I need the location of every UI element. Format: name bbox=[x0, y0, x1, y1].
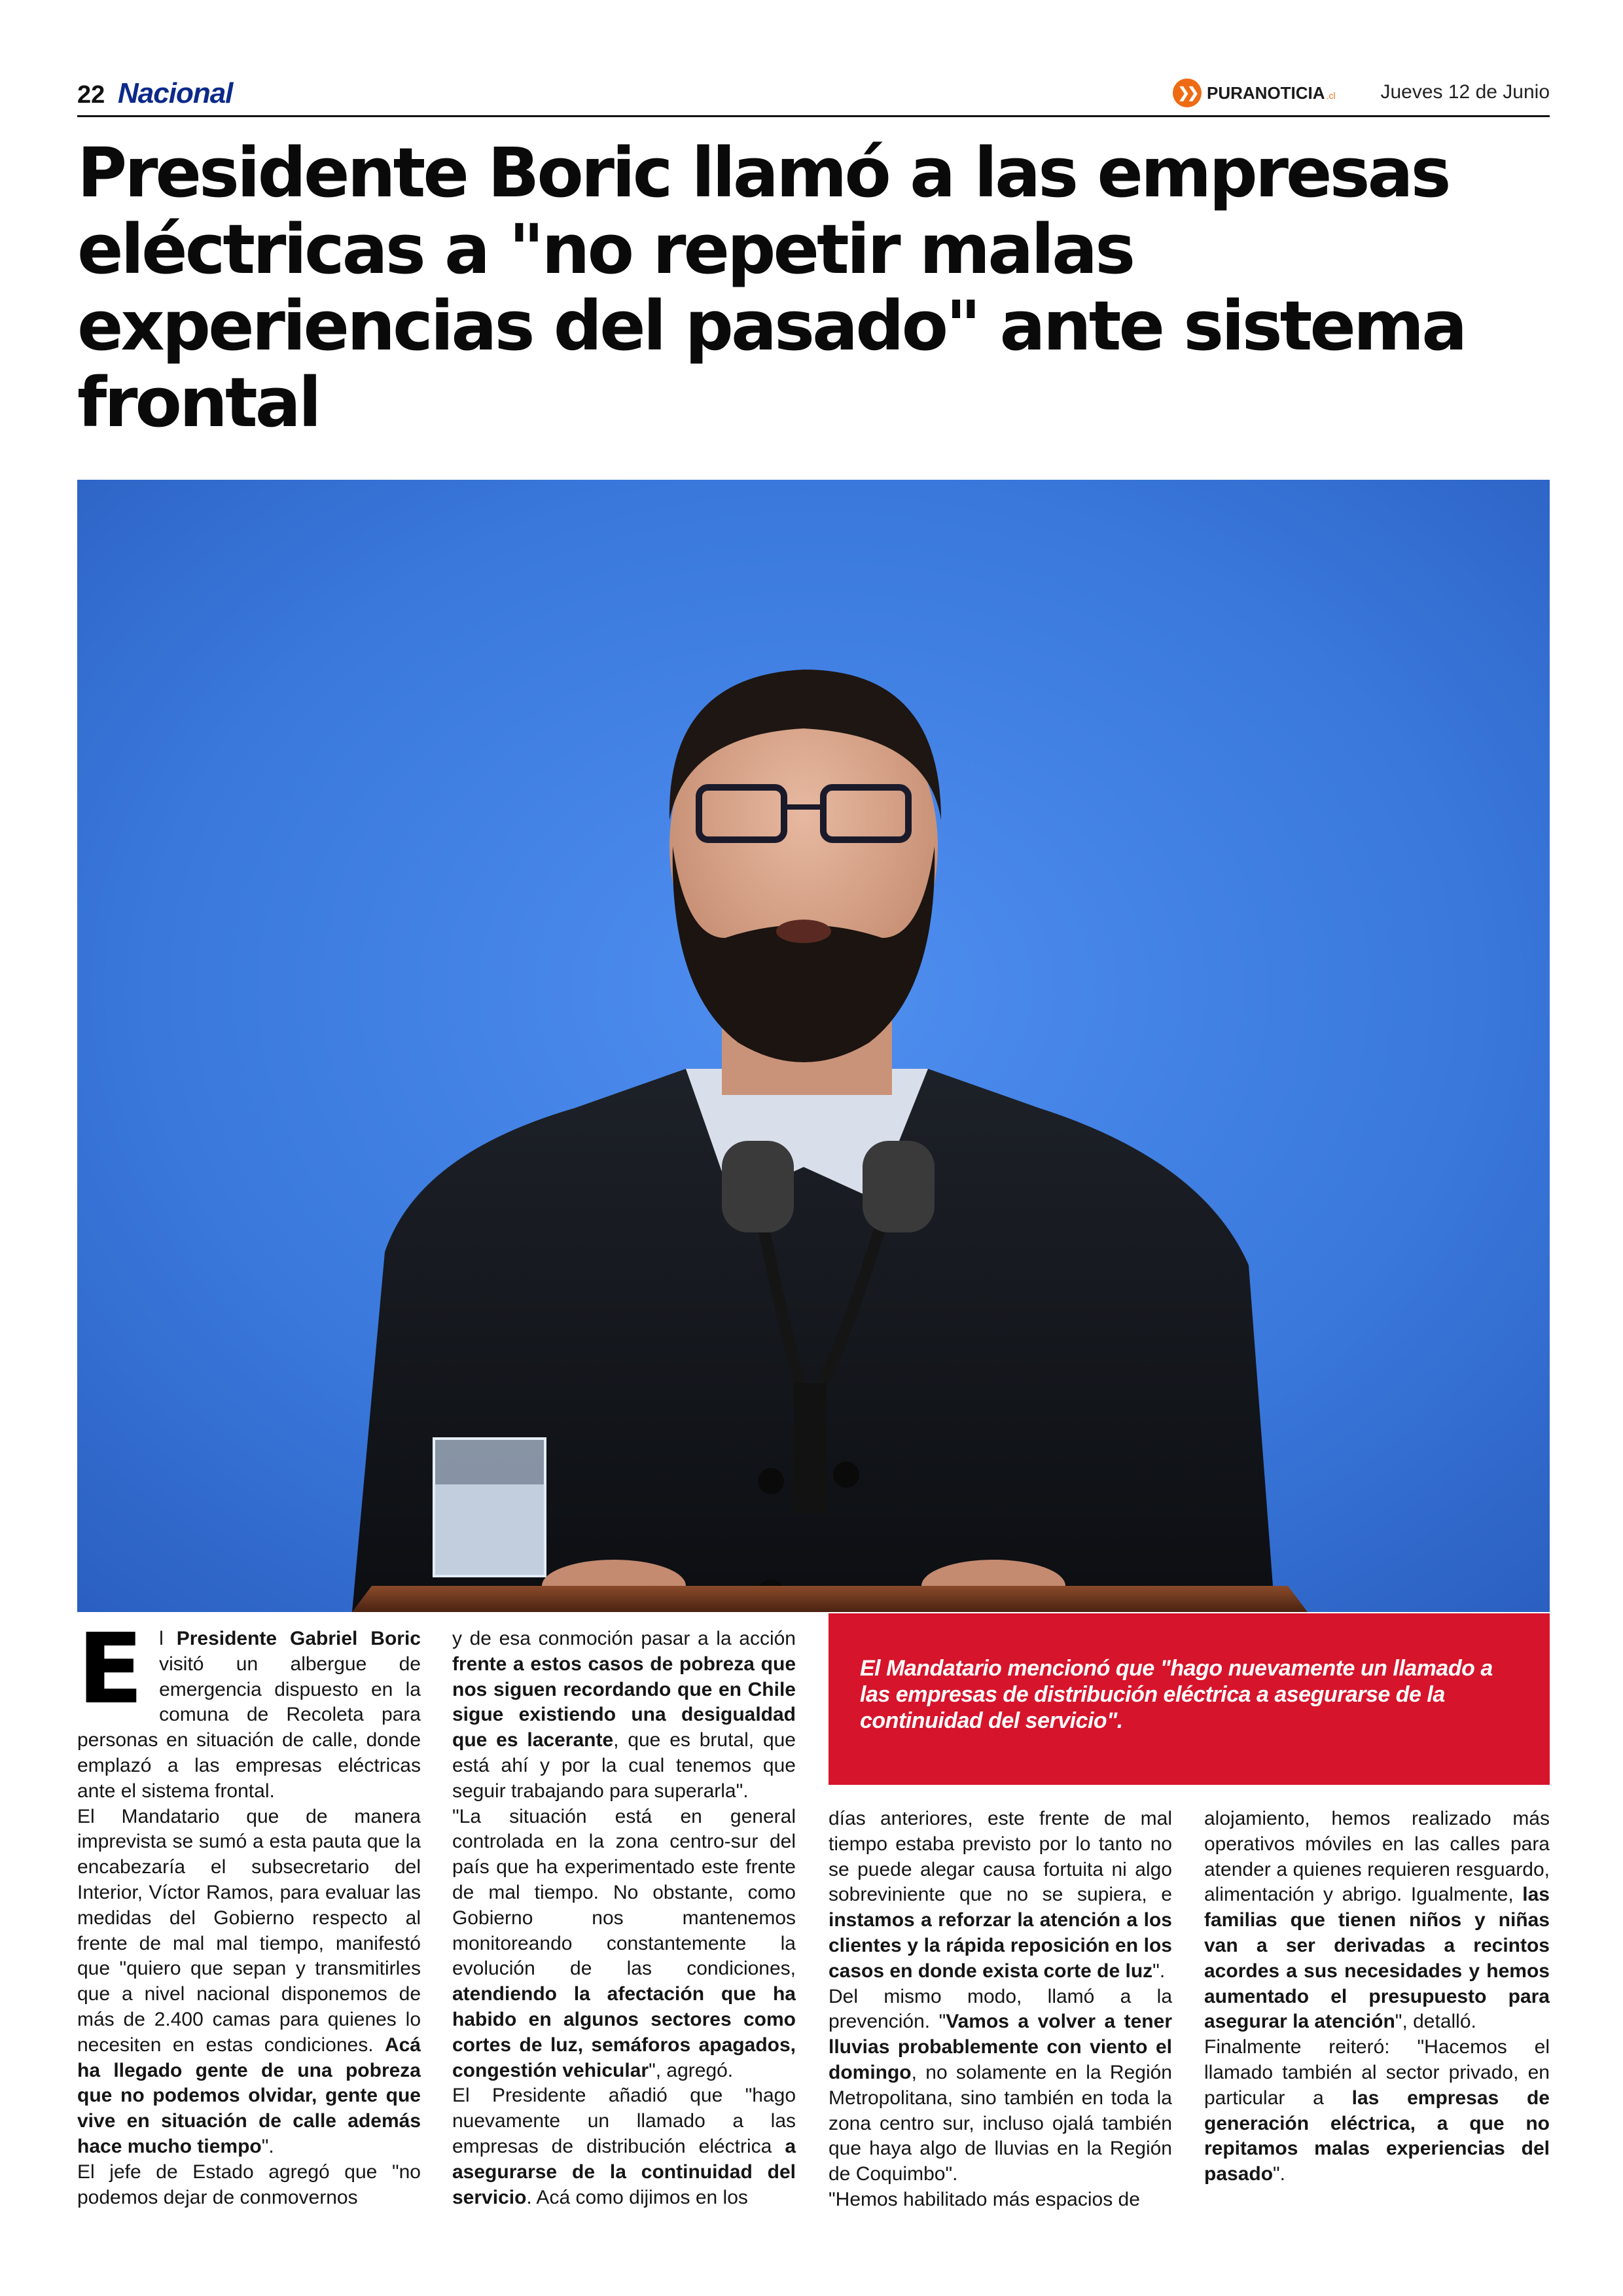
text-run: Finalmente reiteró: "Hacemos el llamado también al sector privado, en particular a bbox=[1204, 2036, 1550, 2109]
text-run: ", detalló. bbox=[1395, 2011, 1476, 2033]
bold-run: las familias que tienen niños y niñas van a ser derivadas a recintos acordes a sus necesidades y hemos aumentado el presupuesto para asegurar la atención bbox=[1204, 1884, 1550, 2033]
bold-run: las empresas de generación eléctrica, a que no repitamos malas experiencias del pasado bbox=[1204, 2087, 1550, 2185]
bold-run: Vamos a volver a tener lluvias probablemente con viento el domingo bbox=[829, 2011, 1172, 2083]
text-run: visitó un albergue de emergencia dispuesto en la comuna de Recoleta para personas en situación de calle, donde emplazó a las empresas eléctricas ante el sistema frontal. bbox=[77, 1653, 421, 1802]
text-run: ". bbox=[1152, 1960, 1166, 1982]
logo-text: PURANOTICIA bbox=[1207, 82, 1325, 103]
text-run: alojamiento, hemos realizado más operativos móviles en las calles para atender a quienes requieren resguardo, alimentación y abrigo. Igualmente, bbox=[1204, 1808, 1550, 1906]
paragraph bbox=[77, 1804, 421, 2160]
article-column-1 bbox=[77, 1613, 421, 2210]
bold-run: Presidente Gabriel Boric bbox=[176, 1628, 421, 1649]
article-photo bbox=[77, 480, 1550, 1612]
pull-quote-box bbox=[829, 1613, 1550, 1785]
text-run: l bbox=[159, 1628, 177, 1649]
logo-tld: .cl bbox=[1326, 90, 1336, 101]
bold-run: instamos a reforzar la atención a los clientes y la rápida reposición en los casos en donde exista corte de luz bbox=[829, 1909, 1172, 1982]
text-run: ". bbox=[1273, 2163, 1286, 2185]
text-run: . Acá como dijimos en los bbox=[526, 2186, 748, 2208]
section-name: Nacional bbox=[118, 77, 233, 109]
text-run: días anteriores, este frente de mal tiempo estaba previsto por lo tanto no se puede alegar causa fortuita ni algo sobreviniente que no se supiera, e bbox=[829, 1808, 1172, 1906]
text-run: Del mismo modo, llamó a la prevención. " bbox=[829, 1985, 1172, 2033]
bold-run: atendiendo la afectación que ha habido en algunos sectores como cortes de luz, semáforos apagados, congestión vehicular bbox=[452, 1983, 796, 2081]
headline: Presidente Boric llamó a las empresas eléctricas a "no repetir malas experiencias del pasado" ante sistema frontal bbox=[77, 133, 1465, 442]
page-number: 22 bbox=[77, 81, 105, 109]
paragraph bbox=[1204, 2035, 1550, 2187]
double-chevron-right-icon: ❯❯ bbox=[1173, 79, 1202, 107]
photo-president-at-podium bbox=[77, 480, 1550, 1612]
text-run: y de esa conmoción pasar a la acción bbox=[452, 1628, 796, 1649]
puranoticia-logo bbox=[1173, 79, 1336, 107]
header-divider bbox=[77, 115, 1550, 117]
paragraph bbox=[829, 1806, 1172, 1984]
paragraph bbox=[829, 1984, 1172, 2187]
paragraph bbox=[452, 2083, 796, 2210]
paragraph bbox=[77, 2160, 421, 2211]
text-run: ", agregó. bbox=[649, 2059, 734, 2081]
bold-run: frente a estos casos de pobreza que nos siguen recordando que en Chile sigue existiendo una desigualdad que es lacerante bbox=[452, 1653, 796, 1751]
text-run: "Hemos habilitado más espacios de bbox=[829, 2188, 1140, 2210]
text-run: , no solamente en la Región Metropolitana, sino también en toda la zona centro sur, incluso ojalá también que haya algo de lluvias en la Región de Coquimbo". bbox=[829, 2061, 1172, 2185]
drop-cap: E bbox=[77, 1613, 144, 1725]
paragraph bbox=[1204, 1806, 1550, 2035]
text-run: El Mandatario que de manera imprevista se sumó a esta pauta que la encabezaría el subsecretario del Interior, Víctor Ramos, para evaluar las medidas del Gobierno respecto al frente de mal mal tiempo, manifestó que "quiero que sepan y transmitirles que a nivel nacional disponemos de más de 2.400 camas para quienes lo necesiten en estas condiciones. bbox=[77, 1805, 421, 2056]
bold-run: Acá ha llegado gente de una pobreza que no podemos olvidar, gente que vive en situación de calle además hace mucho tiempo bbox=[77, 2034, 421, 2157]
article-column-4 bbox=[1204, 1806, 1550, 2187]
issue-date: Jueves 12 de Junio bbox=[1380, 81, 1550, 103]
paragraph bbox=[452, 1804, 796, 2084]
article-column-2 bbox=[452, 1626, 796, 2210]
text-run: "La situación está en general controlada en la zona centro-sur del país que ha experimentado este frente de mal tiempo. No obstante, como Gobierno nos mantenemos monitoreando constantemente la evolución de las condiciones, bbox=[452, 1805, 796, 1980]
text-run: El Presidente añadió que "hago nuevamente un llamado a las empresas de distribución eléctrica bbox=[452, 2085, 796, 2157]
page-header bbox=[77, 72, 1550, 115]
text-run: El jefe de Estado agregó que "no podemos dejar de conmovernos bbox=[77, 2161, 421, 2208]
text-run: , que es brutal, que está ahí y por la cual tenemos que seguir trabajando para superarla". bbox=[452, 1729, 796, 1802]
paragraph bbox=[452, 1626, 796, 1804]
pull-quote-text: El Mandatario mencionó que "hago nuevamente un llamado a las empresas de distribución eléctrica a asegurarse de la continuidad del servicio". bbox=[860, 1656, 1493, 1733]
bold-run: a asegurarse de la continuidad del servicio bbox=[452, 2135, 796, 2208]
article-column-3 bbox=[829, 1806, 1172, 2213]
paragraph bbox=[829, 2187, 1172, 2213]
text-run: ". bbox=[261, 2135, 274, 2157]
